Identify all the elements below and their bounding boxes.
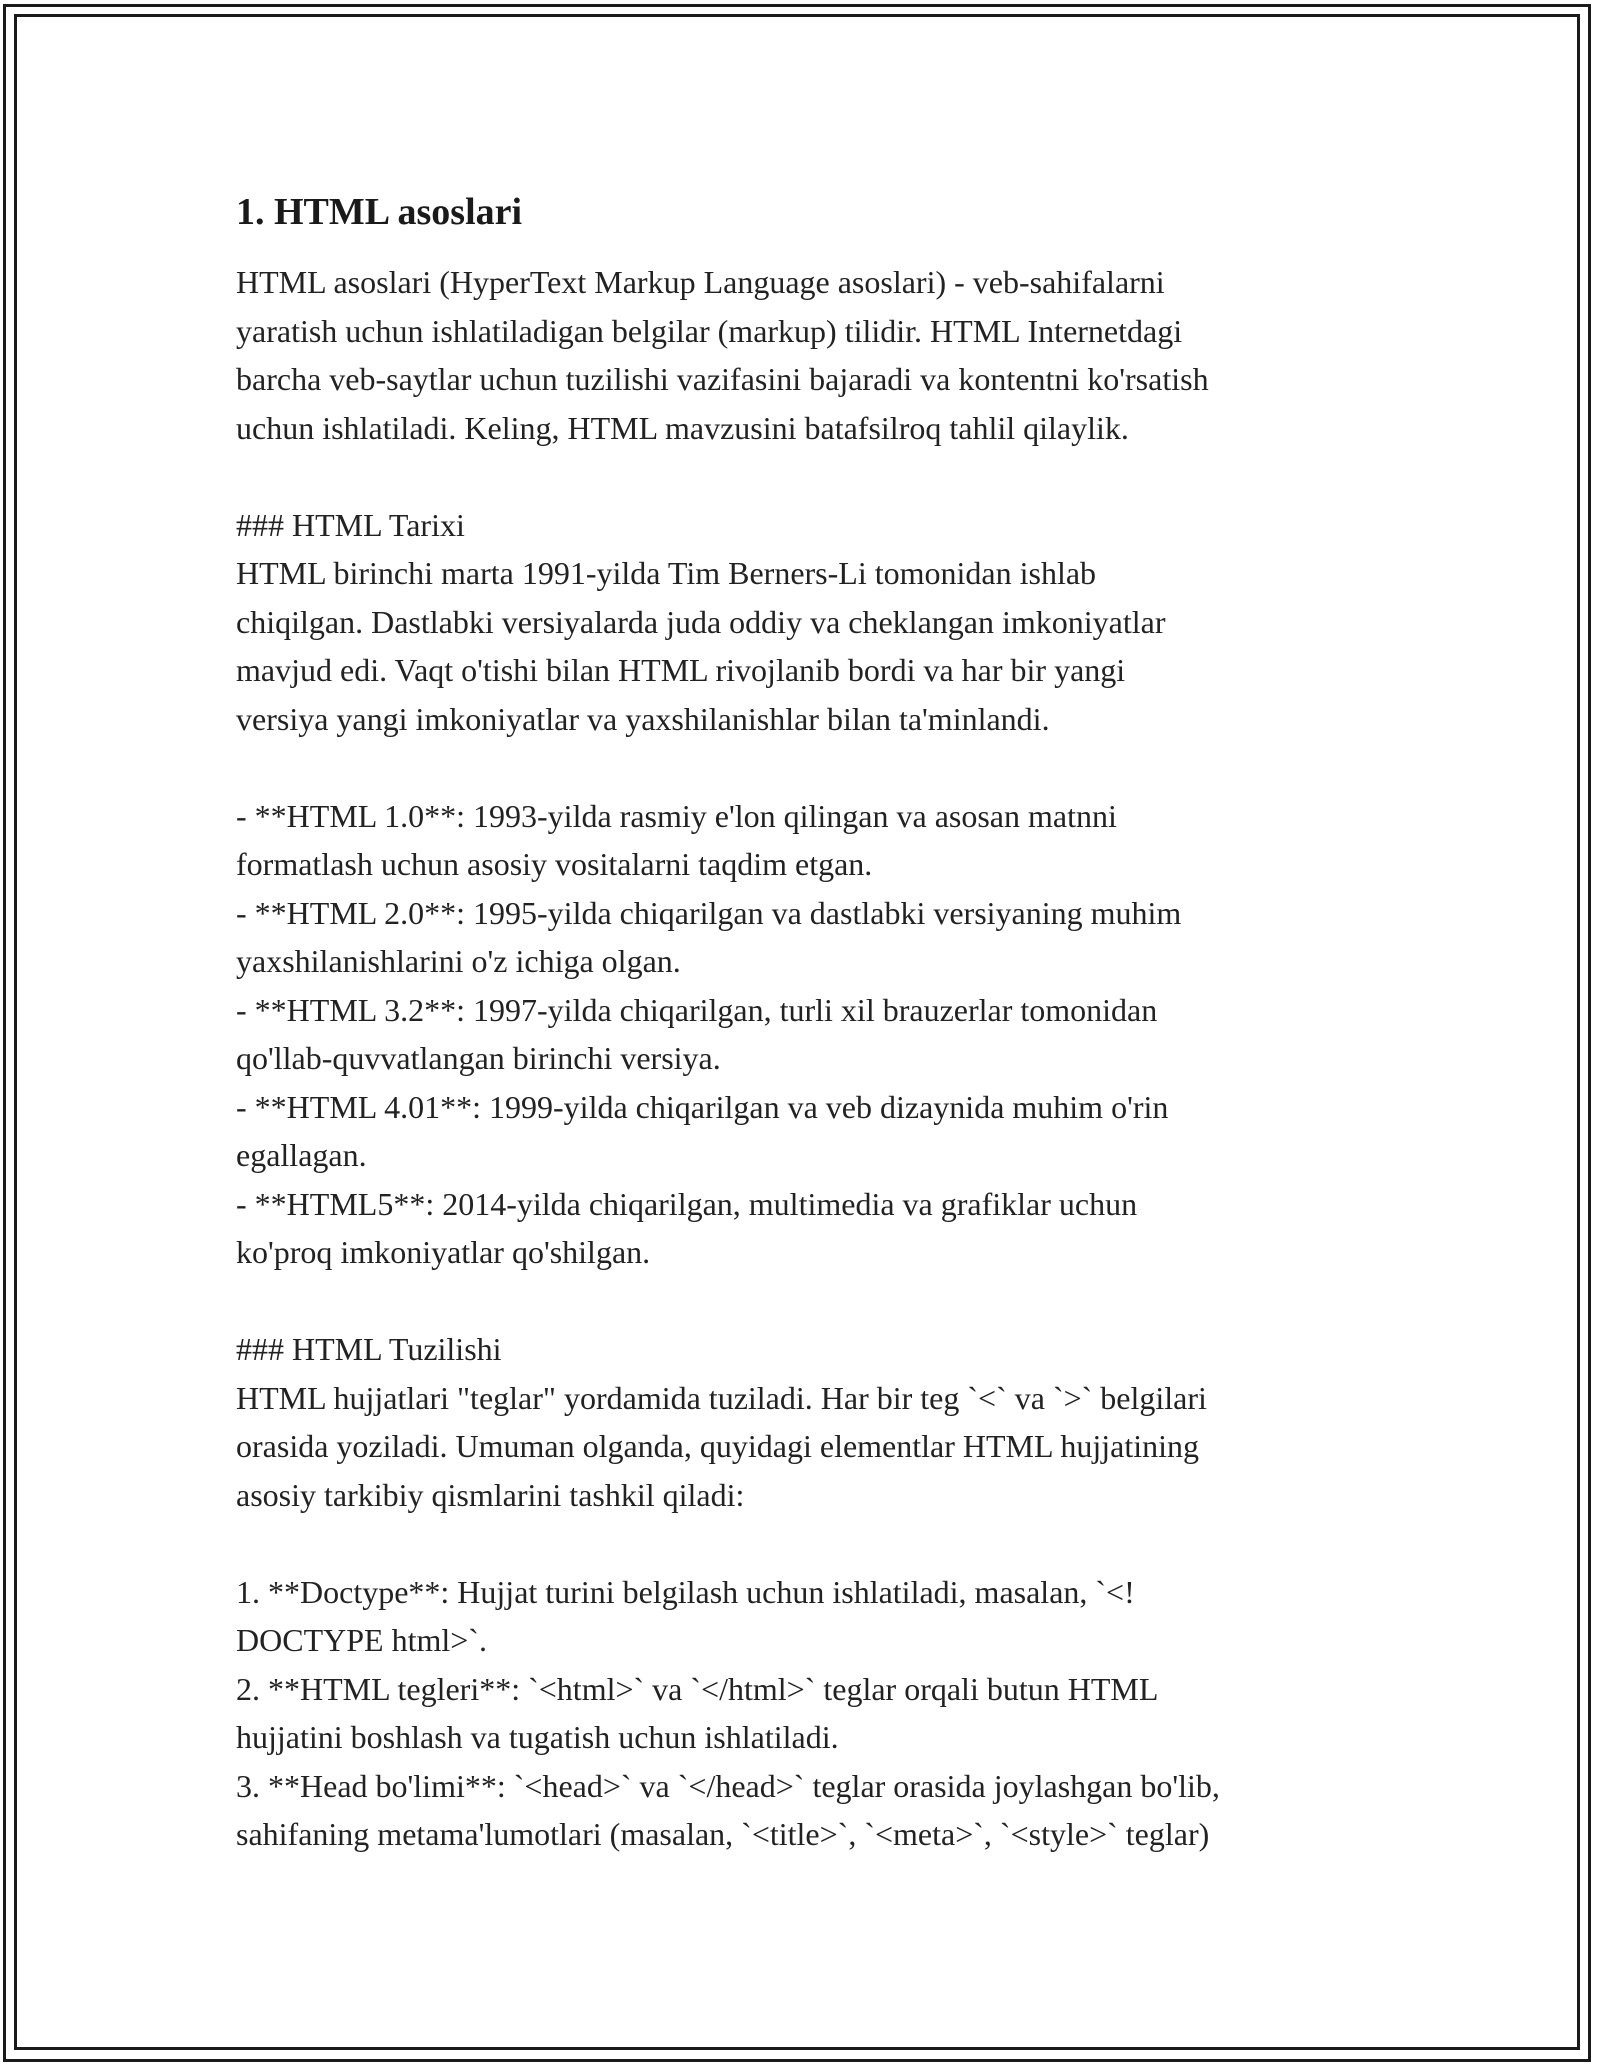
text-line: 1. **Doctype**: Hujjat turini belgilash uchun ishlatiladi, masalan, `<!	[236, 1573, 1135, 1610]
text-line: yaratish uchun ishlatiladigan belgilar (markup) tilidir. HTML Internetdagi	[236, 312, 1183, 349]
paragraph-gap	[236, 743, 1386, 792]
paragraph	[236, 792, 1386, 1277]
document-body	[236, 186, 1386, 1859]
text-line: HTML hujjatlari "teglar" yordamida tuziladi. Har bir teg `<` va `>` belgilari	[236, 1379, 1207, 1416]
text-line: 2. **HTML tegleri**: `<html>` va `</html>` teglar orqali butun HTML	[236, 1670, 1159, 1707]
text-line: sahifaning metama'lumotlari (masalan, `<title>`, `<meta>`, `<style>` teglar)	[236, 1816, 1210, 1852]
text-line: barcha veb-saytlar uchun tuzilishi vazifasini bajaradi va kontentni ko'rsatish	[236, 361, 1209, 397]
page-title: 1. HTML asoslari	[236, 191, 523, 233]
paragraph-gap	[236, 1519, 1386, 1568]
paragraph	[236, 1568, 1386, 1859]
text-line: versiya yangi imkoniyatlar va yaxshilanishlar bilan ta'minlandi.	[236, 700, 1050, 737]
paragraph	[236, 1325, 1386, 1519]
text-line: qo'llab-quvvatlangan birinchi versiya.	[236, 1040, 721, 1076]
paragraph-list	[236, 258, 1386, 1859]
text-line: uchun ishlatiladi. Keling, HTML mavzusini batafsilroq tahlil qilaylik.	[236, 409, 1129, 446]
text-line: HTML asoslari (HyperText Markup Language asoslari) - veb-sahifalarni	[236, 264, 1165, 300]
text-line: yaxshilanishlarini o'z ichiga olgan.	[236, 943, 681, 979]
paragraph	[236, 501, 1386, 744]
text-line: - **HTML 2.0**: 1995-yilda chiqarilgan va dastlabki versiyaning muhim	[236, 894, 1182, 931]
text-line: ko'proq imkoniyatlar qo'shilgan.	[236, 1234, 651, 1270]
text-line: formatlash uchun asosiy vositalarni taqdim etgan.	[236, 846, 873, 882]
text-line: hujjatini boshlash va tugatish uchun ishlatiladi.	[236, 1719, 839, 1755]
text-line: 3. **Head bo'limi**: `<head>` va `</head>` teglar orasida joylashgan bo'lib,	[236, 1767, 1220, 1804]
text-line: ### HTML Tuzilishi	[236, 1331, 502, 1367]
text-line: - **HTML 1.0**: 1993-yilda rasmiy e'lon qilingan va asosan matnni	[236, 797, 1117, 834]
text-line: mavjud edi. Vaqt o'tishi bilan HTML rivojlanib bordi va har bir yangi	[236, 652, 1126, 688]
text-line: chiqilgan. Dastlabki versiyalarda juda oddiy va cheklangan imkoniyatlar	[236, 603, 1166, 640]
text-line: - **HTML5**: 2014-yilda chiqarilgan, multimedia va grafiklar uchun	[236, 1185, 1138, 1222]
paragraph-gap	[236, 1277, 1386, 1326]
text-line: ### HTML Tarixi	[236, 506, 465, 543]
text-line: egallagan.	[236, 1137, 367, 1173]
text-line: - **HTML 3.2**: 1997-yilda chiqarilgan, turli xil brauzerlar tomonidan	[236, 991, 1158, 1028]
text-line: - **HTML 4.01**: 1999-yilda chiqarilgan va veb dizaynida muhim o'rin	[236, 1088, 1169, 1125]
text-line: DOCTYPE html>`.	[236, 1622, 487, 1658]
paragraph	[236, 258, 1386, 452]
paragraph-gap	[236, 452, 1386, 501]
text-line: orasida yoziladi. Umuman olganda, quyidagi elementlar HTML hujjatining	[236, 1428, 1200, 1464]
text-line: asosiy tarkibiy qismlarini tashkil qiladi:	[236, 1476, 745, 1513]
text-line: HTML birinchi marta 1991-yilda Tim Berners-Li tomonidan ishlab	[236, 555, 1097, 591]
